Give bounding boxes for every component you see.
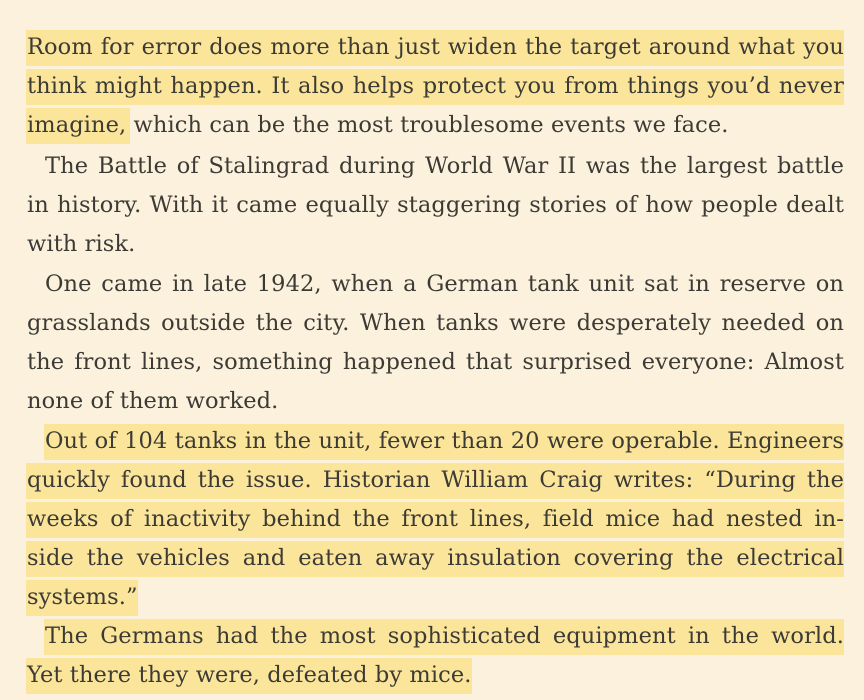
- text-line[interactable]: think might happen. It also helps protect you from things you’d never: [27, 73, 844, 99]
- paragraph-3-line-1: [0, 265, 864, 304]
- text-line[interactable]: quickly found the issue. Historian William Craig writes: “During the: [27, 467, 844, 493]
- text-line[interactable]: The Germans had the most sophisticated equipment in the world.: [45, 623, 844, 649]
- text-line[interactable]: One came in late 1942, when a German tank unit sat in reserve on: [45, 271, 844, 297]
- text-line[interactable]: side the vehicles and eaten away insulation covering the electrical: [27, 545, 844, 571]
- text-line[interactable]: imagine, which can be the most troublesome events we face.: [27, 112, 729, 138]
- paragraph-1-line-1: [0, 28, 864, 67]
- text-line[interactable]: with risk.: [27, 231, 136, 257]
- paragraph-4-line-5: [0, 578, 864, 617]
- text-line[interactable]: Yet there they were, defeated by mice.: [27, 662, 472, 688]
- text-line[interactable]: weeks of inactivity behind the front lines, field mice had nested in-: [27, 506, 844, 532]
- text-line[interactable]: grasslands outside the city. When tanks were desperately needed on: [27, 310, 844, 336]
- paragraph-3-line-2: [0, 304, 864, 343]
- paragraph-3-line-3: [0, 343, 864, 382]
- paragraph-4-line-3: [0, 500, 864, 539]
- paragraph-5-line-1: [0, 617, 864, 656]
- text-line[interactable]: systems.”: [27, 584, 138, 610]
- paragraph-4-line-2: [0, 461, 864, 500]
- text-line[interactable]: none of them worked.: [27, 388, 279, 414]
- paragraph-5-line-2: [0, 656, 864, 695]
- paragraph-1-line-3: [0, 106, 864, 145]
- paragraph-4-line-4: [0, 539, 864, 578]
- paragraph-2-line-2: [0, 186, 864, 225]
- paragraph-1-line-2: [0, 67, 864, 106]
- paragraph-2-line-1: [0, 147, 864, 186]
- text-line[interactable]: the front lines, something happened that surprised everyone: Almost: [27, 349, 844, 375]
- paragraph-4-line-1: [0, 422, 864, 461]
- text-line[interactable]: Out of 104 tanks in the unit, fewer than 20 were operable. Engineers: [45, 428, 844, 454]
- text-line[interactable]: Room for error does more than just widen the target around what you: [27, 34, 844, 60]
- paragraph-2-line-3: [0, 225, 864, 264]
- text-line[interactable]: The Battle of Stalingrad during World War II was the largest battle: [45, 153, 844, 179]
- paragraph-3-line-4: [0, 382, 864, 421]
- text-line[interactable]: in history. With it came equally staggering stories of how people dealt: [27, 192, 844, 218]
